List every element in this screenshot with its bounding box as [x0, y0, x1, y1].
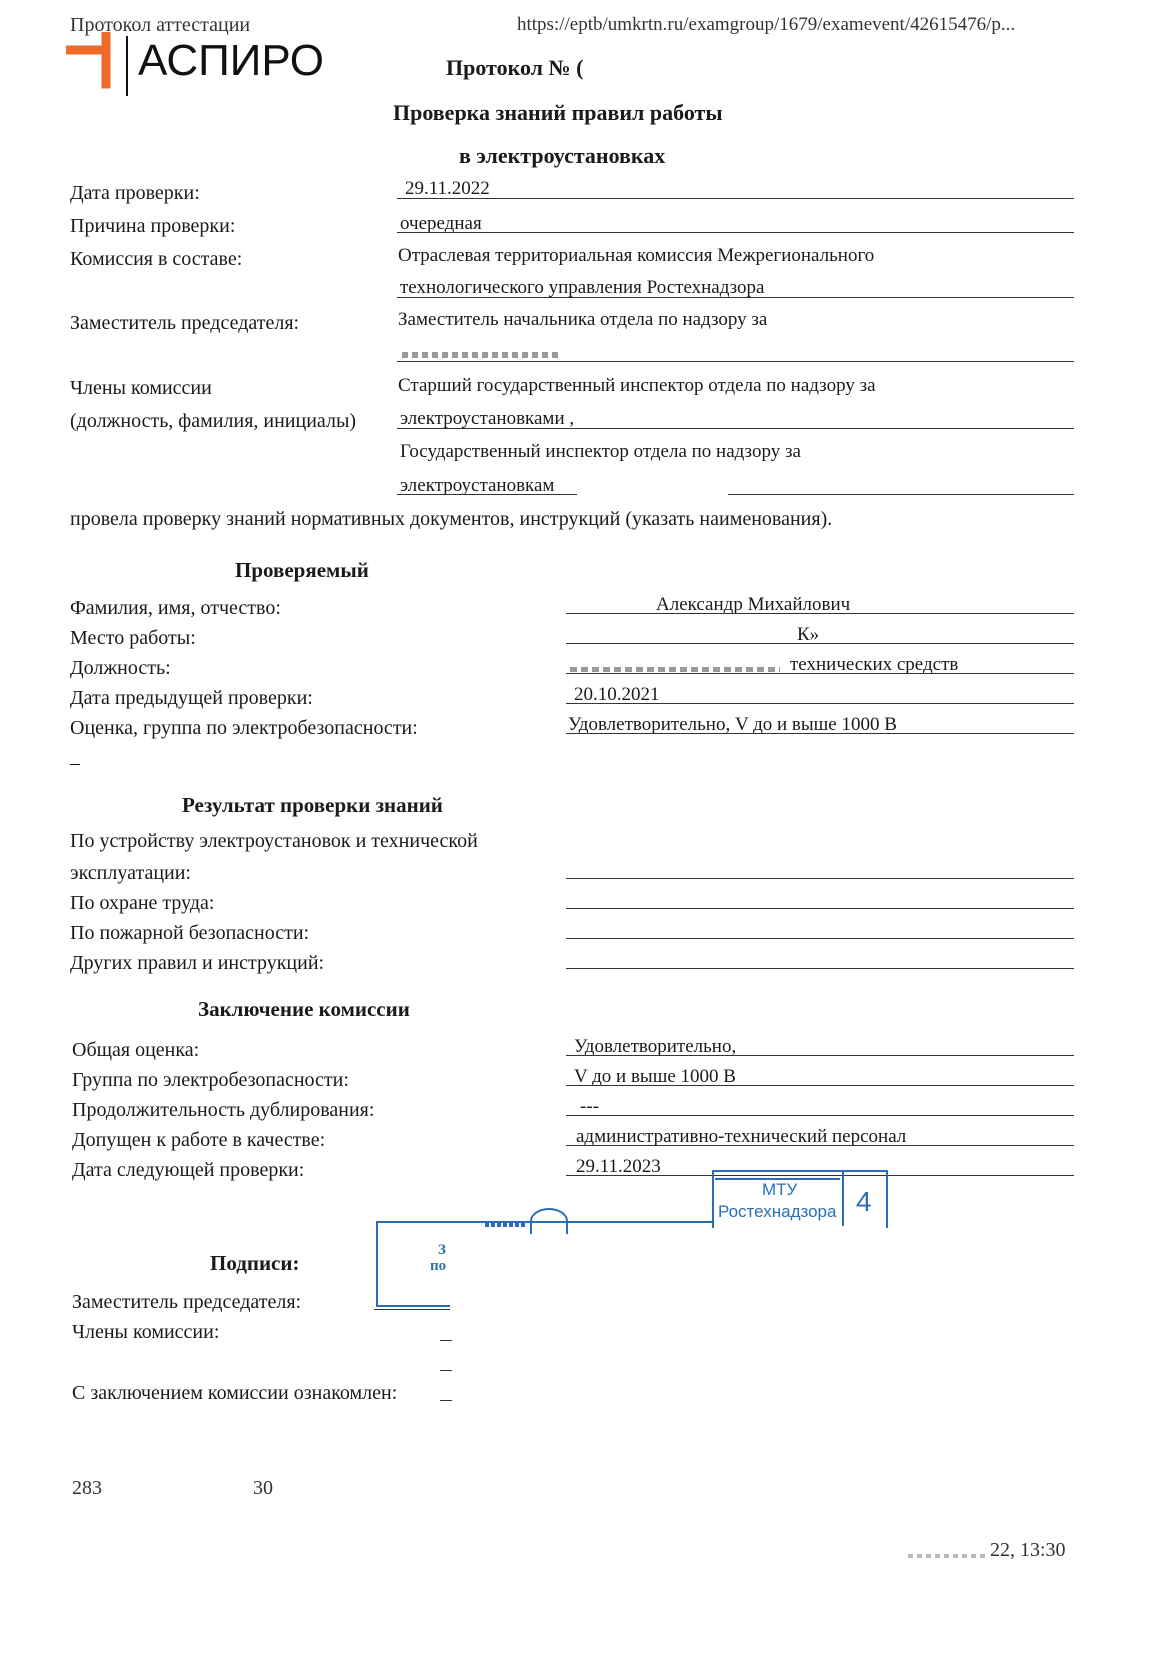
sig-member-1-line	[440, 1340, 452, 1341]
workplace-value: К»	[797, 624, 820, 645]
prev-date-value: 20.10.2021	[574, 684, 660, 705]
redacted-text	[570, 667, 780, 672]
admitted-value: административно-технический персонал	[576, 1126, 907, 1147]
stamp-divider	[842, 1170, 844, 1226]
doc-header-label: Протокол аттестации	[70, 14, 251, 36]
stamp-2-fragment	[485, 1223, 527, 1227]
reason-line	[397, 232, 1074, 233]
stamp-2-text-1: З	[438, 1242, 446, 1258]
title-line-1: Проверка знаний правил работы	[393, 100, 723, 125]
position-label: Должность:	[70, 657, 171, 679]
results-heading: Результат проверки знаний	[182, 793, 443, 817]
result-labor-line	[566, 908, 1074, 909]
stamp-2-text-2: по	[430, 1258, 447, 1274]
check-date-line	[397, 198, 1074, 199]
redacted-text	[402, 352, 562, 358]
member-1-line-2: электроустановками ,	[400, 408, 575, 429]
stamp-2-bottom	[376, 1305, 450, 1307]
member-1-line-1: Старший государственный инспектор отдела по надзору за	[398, 375, 876, 396]
prev-date-label: Дата предыдущей проверки:	[70, 687, 313, 709]
logo-text: АСПИРО	[138, 36, 325, 85]
reason-label: Причина проверки:	[70, 215, 236, 237]
logo-divider	[126, 36, 128, 96]
footer-id-b: 30	[253, 1477, 273, 1499]
fio-label: Фамилия, имя, отчество:	[70, 597, 281, 619]
result-other-line	[566, 968, 1074, 969]
overall-line	[566, 1055, 1074, 1056]
fio-line	[566, 613, 1074, 614]
reason-value: очередная	[400, 213, 482, 234]
emblem-icon	[530, 1208, 568, 1234]
sig-members-label: Члены комиссии:	[72, 1321, 220, 1343]
sig-acquainted-label: С заключением комиссии ознакомлен:	[72, 1382, 398, 1404]
commission-line	[397, 297, 1074, 298]
sig-deputy-label: Заместитель председателя:	[72, 1291, 302, 1313]
group-line	[566, 1085, 1074, 1086]
grade-line	[566, 733, 1074, 734]
result-labor-safety: По охране труда:	[70, 892, 215, 914]
protocol-number: Протокол № (	[446, 55, 584, 80]
grade-label: Оценка, группа по электробезопасности:	[70, 717, 418, 739]
check-date-value: 29.11.2022	[405, 178, 490, 199]
grade-value: Удовлетворительно, V до и выше 1000 В	[568, 714, 897, 735]
duplication-line	[566, 1115, 1074, 1116]
stamp-number: 4	[856, 1186, 872, 1217]
stamp-line-1: МТУ	[762, 1180, 798, 1199]
member-2-line-b	[728, 494, 1074, 495]
doc-url: https://eptb/umkrtn.ru/examgroup/1679/examevent/42615476/p...	[517, 14, 1016, 35]
footer-id-a: 283	[72, 1477, 102, 1499]
signatures-heading: Подписи:	[210, 1251, 300, 1275]
result-other-rules: Других правил и инструкций:	[70, 952, 325, 974]
fio-value: Александр Михайлович	[656, 594, 851, 615]
conclusion-heading: Заключение комиссии	[198, 997, 410, 1021]
commission-label: Комиссия в составе:	[70, 248, 243, 270]
conducted-text: провела проверку знаний нормативных документов, инструкций (указать наименования).	[70, 508, 833, 530]
dash-mark: –	[70, 752, 80, 774]
deputy-chair-line	[397, 361, 1074, 362]
overall-value: Удовлетворительно,	[574, 1036, 737, 1057]
duplication-label: Продолжительность дублирования:	[72, 1099, 375, 1121]
members-label-sub: (должность, фамилия, инициалы)	[70, 410, 357, 432]
sig-deputy-line	[374, 1309, 450, 1310]
commission-line-1: Отраслевая территориальная комиссия Межрегионального	[398, 245, 875, 266]
members-label: Члены комиссии	[70, 377, 212, 399]
group-value: V до и выше 1000 В	[574, 1066, 736, 1087]
sig-acquainted-line	[440, 1400, 452, 1401]
footer-datetime: 22, 13:30	[990, 1539, 1066, 1561]
member-2-line-a	[397, 494, 577, 495]
prev-date-line	[566, 703, 1074, 704]
stamp-2-left	[376, 1221, 378, 1305]
result-electro-line-1: По устройству электроустановок и технической	[70, 830, 478, 852]
member-2-line-2: электроустановкам	[400, 475, 555, 496]
result-electro-line-2: эксплуатации:	[70, 862, 191, 884]
redacted-text	[908, 1554, 988, 1558]
title-line-2: в электроустановках	[459, 143, 666, 168]
result-fire-line	[566, 938, 1074, 939]
overall-label: Общая оценка:	[72, 1039, 200, 1061]
member-1-line	[397, 428, 1074, 429]
admitted-label: Допущен к работе в качестве:	[72, 1129, 326, 1151]
workplace-label: Место работы:	[70, 627, 196, 649]
sig-member-2-line	[440, 1370, 452, 1371]
result-fire-safety: По пожарной безопасности:	[70, 922, 310, 944]
group-label: Группа по электробезопасности:	[72, 1069, 349, 1091]
workplace-line	[566, 643, 1074, 644]
admitted-line	[566, 1145, 1074, 1146]
member-2-line-1: Государственный инспектор отдела по надзору за	[400, 441, 801, 462]
examinee-heading: Проверяемый	[235, 558, 369, 582]
deputy-chair-line-1: Заместитель начальника отдела по надзору за	[398, 309, 768, 330]
deputy-chair-label: Заместитель председателя:	[70, 312, 300, 334]
commission-line-2: технологического управления Ростехнадзора	[400, 277, 765, 298]
check-date-label: Дата проверки:	[70, 182, 200, 204]
next-date-value: 29.11.2023	[576, 1156, 661, 1177]
position-value: технических средств	[790, 654, 959, 675]
next-date-label: Дата следующей проверки:	[72, 1159, 305, 1181]
stamp-line-2: Ростехнадзора	[718, 1202, 837, 1221]
result-electro-line	[566, 878, 1074, 879]
position-line	[566, 673, 1074, 674]
duplication-value: ---	[580, 1096, 599, 1117]
